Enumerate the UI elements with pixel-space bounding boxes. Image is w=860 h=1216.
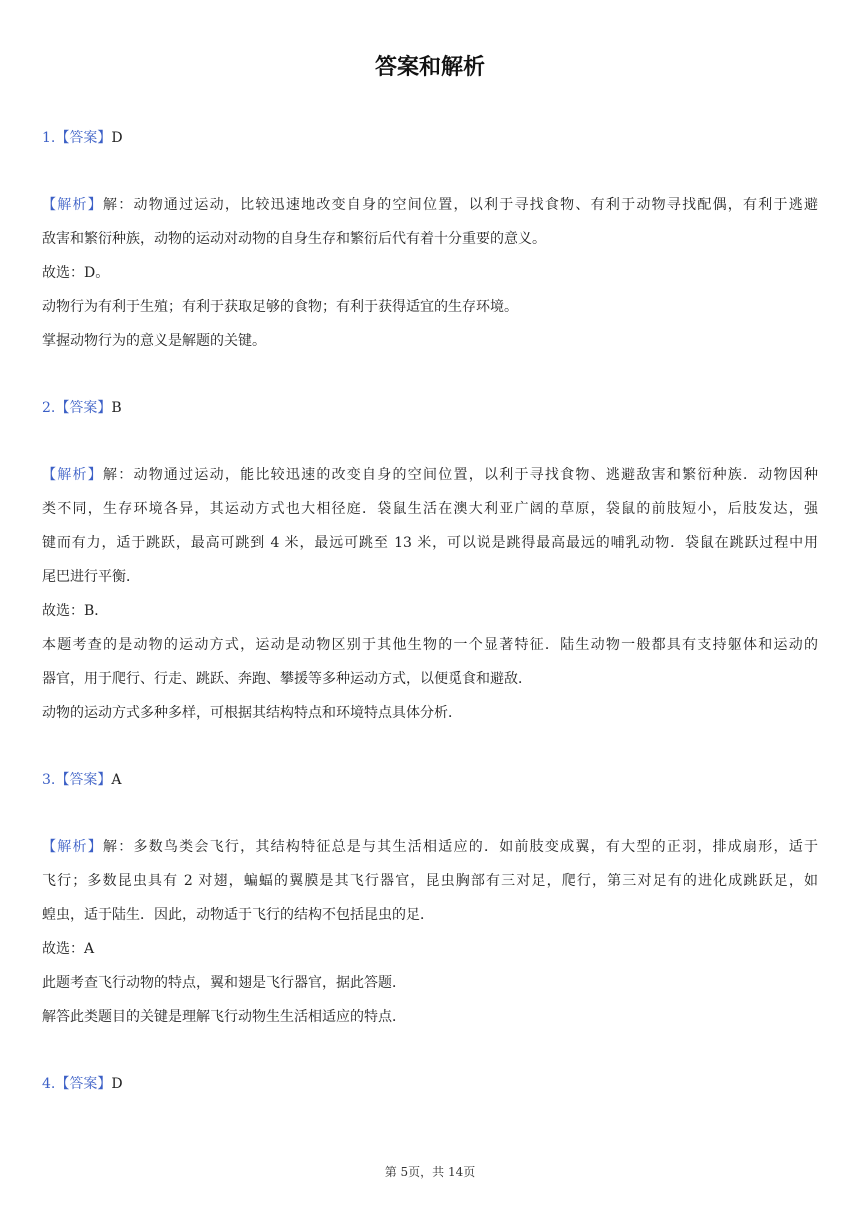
analysis-line: 键而有力，适于跳跃，最高可跳到 4 米，最远可跳至 13 米，可以说是跳得最高最远的哺乳动物．袋鼠在跳跃过程中用 [42, 535, 818, 551]
analysis-line: 动物行为有利于生殖；有利于获取足够的食物；有利于获得适宜的生存环境。 [42, 299, 518, 315]
analysis-line: 器官，用于爬行、行走、跳跃、奔跑、攀援等多种运动方式，以便觅食和避敌． [42, 671, 532, 687]
answer-value: D [111, 1076, 123, 1092]
analysis-line: 飞行；多数昆虫具有 2 对翅，蝙蝠的翼膜是其飞行器官，昆虫胸部有三对足，爬行，第三对足有的进化成跳跃足，如 [42, 873, 818, 889]
analysis-line: 故选：B． [42, 603, 109, 619]
question-number: 3. [42, 772, 56, 788]
answer-heading-2 [42, 398, 122, 418]
analysis-text: 解：多数鸟类会飞行，其结构特征总是与其生活相适应的．如前肢变成翼，有大型的正羽，排成扇形，适于 [102, 839, 818, 855]
answer-value: B [111, 400, 122, 416]
analysis-line [42, 195, 818, 215]
page-title: 答案和解析 [374, 55, 485, 80]
analysis-line: 此题考查飞行动物的特点，翼和翅是飞行器官，据此答题． [42, 975, 406, 991]
answer-heading-4 [42, 1074, 123, 1094]
analysis-tag: 【解析】 [42, 467, 103, 483]
analysis-line [42, 465, 818, 485]
analysis-text: 解：动物通过运动，比较迅速地改变自身的空间位置，以利于寻找食物、有利于动物寻找配偶，有利于逃避 [102, 197, 818, 213]
answer-heading-1 [42, 128, 123, 148]
analysis-line: 蝗虫，适于陆生．因此，动物适于飞行的结构不包括昆虫的足． [42, 907, 434, 923]
analysis-tag: 【解析】 [42, 839, 103, 855]
analysis-line: 敌害和繁衍种族，动物的运动对动物的自身生存和繁衍后代有着十分重要的意义。 [42, 231, 546, 247]
page-footer: 第 5页，共 14页 [384, 1165, 476, 1179]
answer-tag: 【答案】 [55, 400, 112, 416]
question-number: 2. [42, 400, 56, 416]
analysis-text: 解：动物通过运动，能比较迅速的改变自身的空间位置，以利于寻找食物、逃避敌害和繁衍种族．动物因种 [102, 467, 818, 483]
analysis-line: 类不同，生存环境各异，其运动方式也大相径庭．袋鼠生活在澳大利亚广阔的草原，袋鼠的前肢短小，后肢发达，强 [42, 501, 818, 517]
answer-tag: 【答案】 [55, 1076, 112, 1092]
answer-tag: 【答案】 [55, 772, 112, 788]
question-number: 4. [42, 1076, 56, 1092]
answer-tag: 【答案】 [55, 130, 112, 146]
analysis-line: 动物的运动方式多种多样，可根据其结构特点和环境特点具体分析． [42, 705, 462, 721]
analysis-line: 尾巴进行平衡． [42, 569, 140, 585]
question-number: 1. [42, 130, 56, 146]
analysis-line: 本题考查的是动物的运动方式，运动是动物区别于其他生物的一个显著特征．陆生动物一般都具有支持躯体和运动的 [42, 637, 818, 653]
analysis-line: 解答此类题目的关键是理解飞行动物生生活相适应的特点． [42, 1009, 406, 1025]
analysis-tag: 【解析】 [42, 197, 103, 213]
analysis-line: 故选：A [42, 941, 95, 957]
analysis-line: 掌握动物行为的意义是解题的关键。 [42, 333, 266, 349]
analysis-line [42, 837, 818, 857]
analysis-line: 故选：D。 [42, 265, 110, 281]
answer-value: D [111, 130, 123, 146]
answer-value: A [111, 772, 122, 788]
answer-heading-3 [42, 770, 121, 790]
